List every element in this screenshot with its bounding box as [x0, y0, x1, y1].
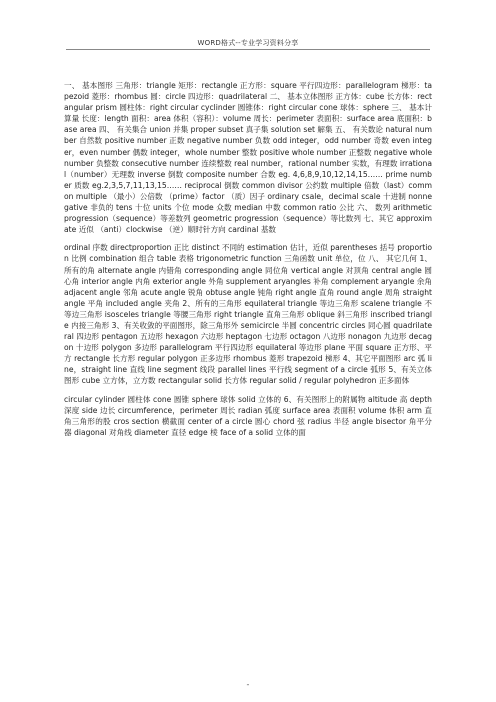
paragraph: circular cylinder 圆柱体 cone 圆锥 sphere 球体 solid 立体的 6、有关图形上的附属物 altitude 高 depth 深度 side 边长 circumference，perimeter 周长 radian 弧度 surface area 表面积 volume 体积 arm 直角三角形的股 cros section 横截面 center of a circle 圆心 chord 弦 radius 半径 angle bisector 角平分器 diagonal 对角线 diameter 直径 edge 棱 face of a solid 立体的面 [64, 394, 432, 437]
paragraph: ordinal 序数 directproportion 正比 distinct 不同的 estimation 估计，近似 parentheses 括号 proportion 比例 combination 组合 table 表格 trigonometric function 三角函数 unit 单位，位 八、 其它几何 1、所有的角 alternate angle 内错角 corresponding angle 同位角 vertical angle 对顶角 central angle 圆心角 interior angle 内角 exterior angle 外角 supplement aryangles 补角 complement aryangle 余角 adjacent angle 邻角 acute angle 锐角 obtuse angle 钝角 right angle 直角 round angle 周角 straight angle 平角 included angle 夹角 2、所有的三角形 equilateral triangle 等边三角形 scalene triangle 不等边三角形 isosceles triangle 等腰三角形 right triangle 直角三角形 oblique 斜三角形 inscribed triangle 内接三角形 3、有关收敛的平面图形，除三角形外 semicircle 半圆 concentric circles 同心圆 quadrilateral 四边形 pentagon 五边形 hexagon 六边形 heptagon 七边形 octagon 八边形 nonagon 九边形 decagon 十边形 polygon 多边形 parallelogram 平行四边形 equilateral 等边形 plane 平面 square 正方形、平方 rectangle 长方形 regular polygon 正多边形 rhombus 菱形 trapezoid 梯形 4、其它平面图形 arc 弧 line，straight line 直线 line segment 线段 parallel lines 平行线 segment of a circle 弧形 5、有关立体图形 cube 立方体，立方数 rectangular solid 长方体 regular solid / regular polyhedron 正多面体 [64, 243, 432, 386]
page-header: WORD格式--专业学习资料分享 [197, 39, 299, 47]
paragraph: 一、 基本图形 三角形：triangle 矩形：rectangle 正方形：square 平行四边形：parallelogram 梯形：tapezoid 菱形：rhombus 圆：circle 四边形：quadrilateral 二、 基本立体图形 正方体：cube 长方体：rectangular prism 圆柱体：right circular cyclinder 圆锥体：right circular cone 球体：sphere 三、 基本计算量 长度：length 面积：area 体积（容积）：volume 周长：perimeter 表面积：surface area 底面积：base area 四、 有关集合 union 并集 proper subset 真子集 solution set 解集 五、 有关数论 natural number 自然数 positive number 正数 negative number 负数 odd integer，odd number 奇数 even integer，even number 偶数 integer，whole number 整数 positive whole number 正整数 negative whole number 负整数 consecutive number 连续整数 real number，rational number 实数，有理数 irrational（number）无理数 inverse 倒数 composite number 合数 eg. 4,6,8,9,10,12,14,15…… prime number 质数 eg.2,3,5,7,11,13,15…… reciprocal 倒数 common divisor 公约数 multiple 倍数（last）common multiple （最小）公倍数 （prime）factor （质）因子 ordinary csale，decimal scale 十进制 nonnegative 非负的 tens 十位 units 个位 mode 众数 median 中数 common ratio 公比 六、 数列 arithmetic progression（sequence）等差数列 geometric progression（sequence）等比数列 七、其它 approximate 近似 （anti）clockwise （逆）顺时针方向 cardinal 基数 [64, 81, 432, 235]
document-body [64, 80, 432, 438]
header-divider [66, 49, 430, 50]
page-footer-mark: - [246, 680, 250, 689]
